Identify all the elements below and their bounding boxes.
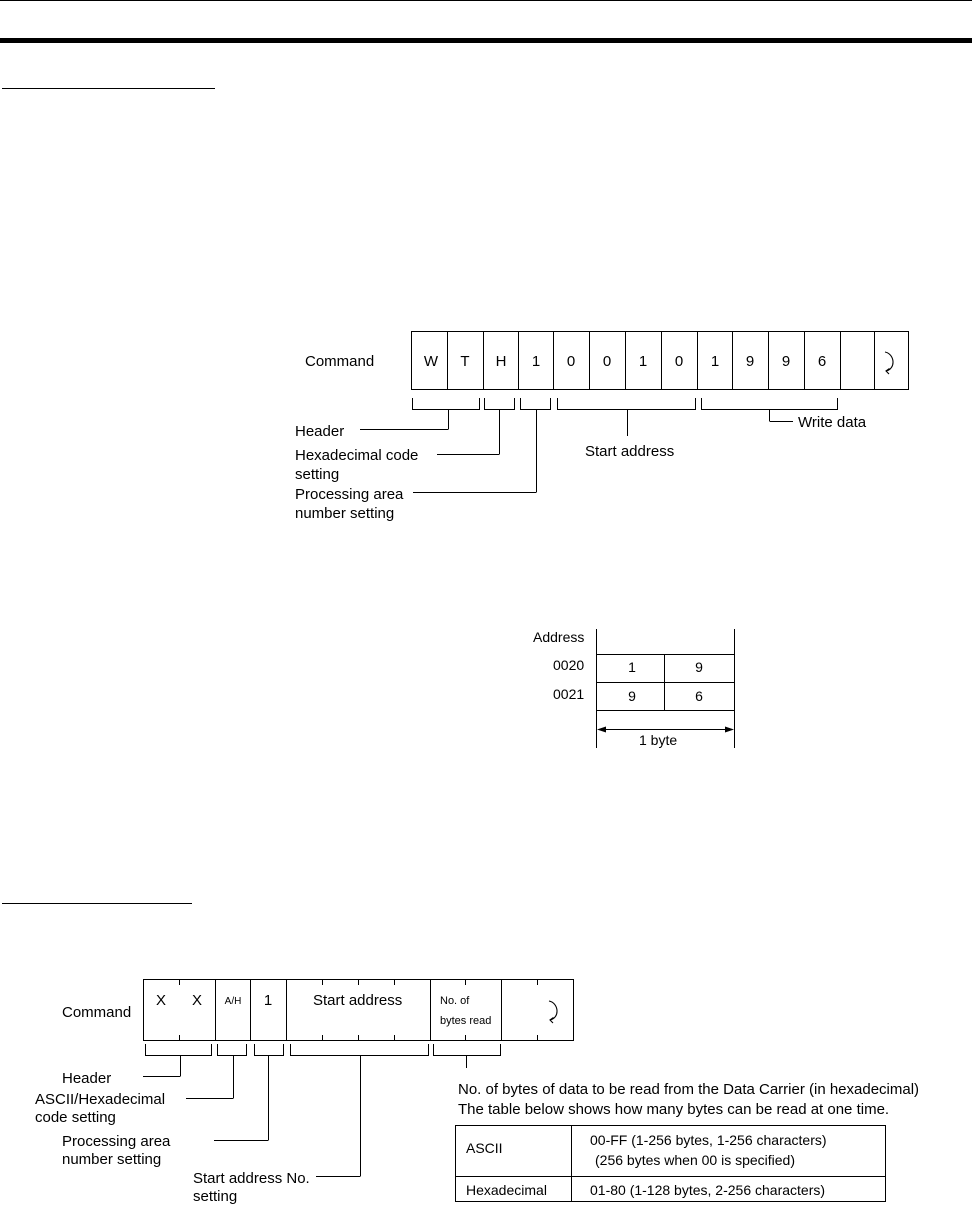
start-address-no-label: Start address No. (193, 1170, 310, 1187)
command-cell: W (423, 353, 439, 370)
command-cell: 1 (531, 353, 541, 370)
table-range-cell: 00-FF (1-256 bytes, 1-256 characters) (590, 1132, 827, 1148)
start-address-label: Start address (585, 443, 675, 460)
carriage-return-icon (885, 352, 893, 374)
command-cell: 0 (674, 353, 684, 370)
bytes-read-cell: bytes read (440, 1015, 492, 1027)
hex-code-label: Hexadecimal code (295, 447, 419, 464)
header-label: Header (62, 1070, 112, 1087)
command-cell: 1 (263, 992, 273, 1009)
table-range-cell: 01-80 (1-128 bytes, 2-256 characters) (590, 1182, 826, 1198)
memory-cell: 6 (695, 688, 703, 704)
header-label: Header (295, 423, 345, 440)
command-cell: T (460, 353, 470, 370)
command-cell: 9 (781, 353, 791, 370)
write-data-label: Write data (798, 414, 867, 431)
command-cell: X (155, 992, 166, 1009)
command-cell: 1 (710, 353, 720, 370)
ascii-hex-label: code setting (35, 1109, 116, 1126)
command-cell: 6 (817, 353, 827, 370)
ascii-hex-label: ASCII/Hexadecimal (35, 1091, 166, 1108)
command-cell: A/H (224, 996, 242, 1007)
table-range-note: (256 bytes when 00 is specified) (595, 1152, 795, 1168)
command-cell: 1 (638, 353, 648, 370)
byte-width-label: 1 byte (639, 732, 678, 748)
address-value: 0021 (553, 686, 585, 702)
command-label: Command (62, 1004, 132, 1021)
address-value: 0020 (553, 657, 585, 673)
processing-area-label: Processing area (62, 1133, 171, 1150)
processing-area-label: Processing area (295, 486, 404, 503)
processing-area-label: number setting (295, 505, 395, 522)
start-address-cell: Start address (313, 992, 403, 1009)
bytes-read-cell: No. of (440, 995, 470, 1007)
command-cell: X (191, 992, 202, 1009)
address-header: Address (533, 629, 585, 645)
command-cell: 9 (745, 353, 755, 370)
command-cell: 0 (566, 353, 576, 370)
start-address-no-label: setting (193, 1188, 238, 1205)
carriage-return-icon (549, 1001, 557, 1023)
table-mode-cell: ASCII (466, 1140, 503, 1156)
processing-area-label: number setting (62, 1151, 162, 1168)
memory-cell: 9 (695, 659, 703, 675)
command-cell: H (495, 353, 507, 370)
memory-cell: 1 (628, 659, 636, 675)
hex-code-label: setting (295, 466, 340, 483)
memory-cell: 9 (628, 688, 636, 704)
command-label: Command (305, 353, 375, 370)
bytes-note: The table below shows how many bytes can be read at one time. (458, 1101, 890, 1118)
table-mode-cell: Hexadecimal (466, 1182, 547, 1198)
command-cell: 0 (602, 353, 612, 370)
bytes-note: No. of bytes of data to be read from the Data Carrier (in hexadecimal) (458, 1081, 920, 1098)
